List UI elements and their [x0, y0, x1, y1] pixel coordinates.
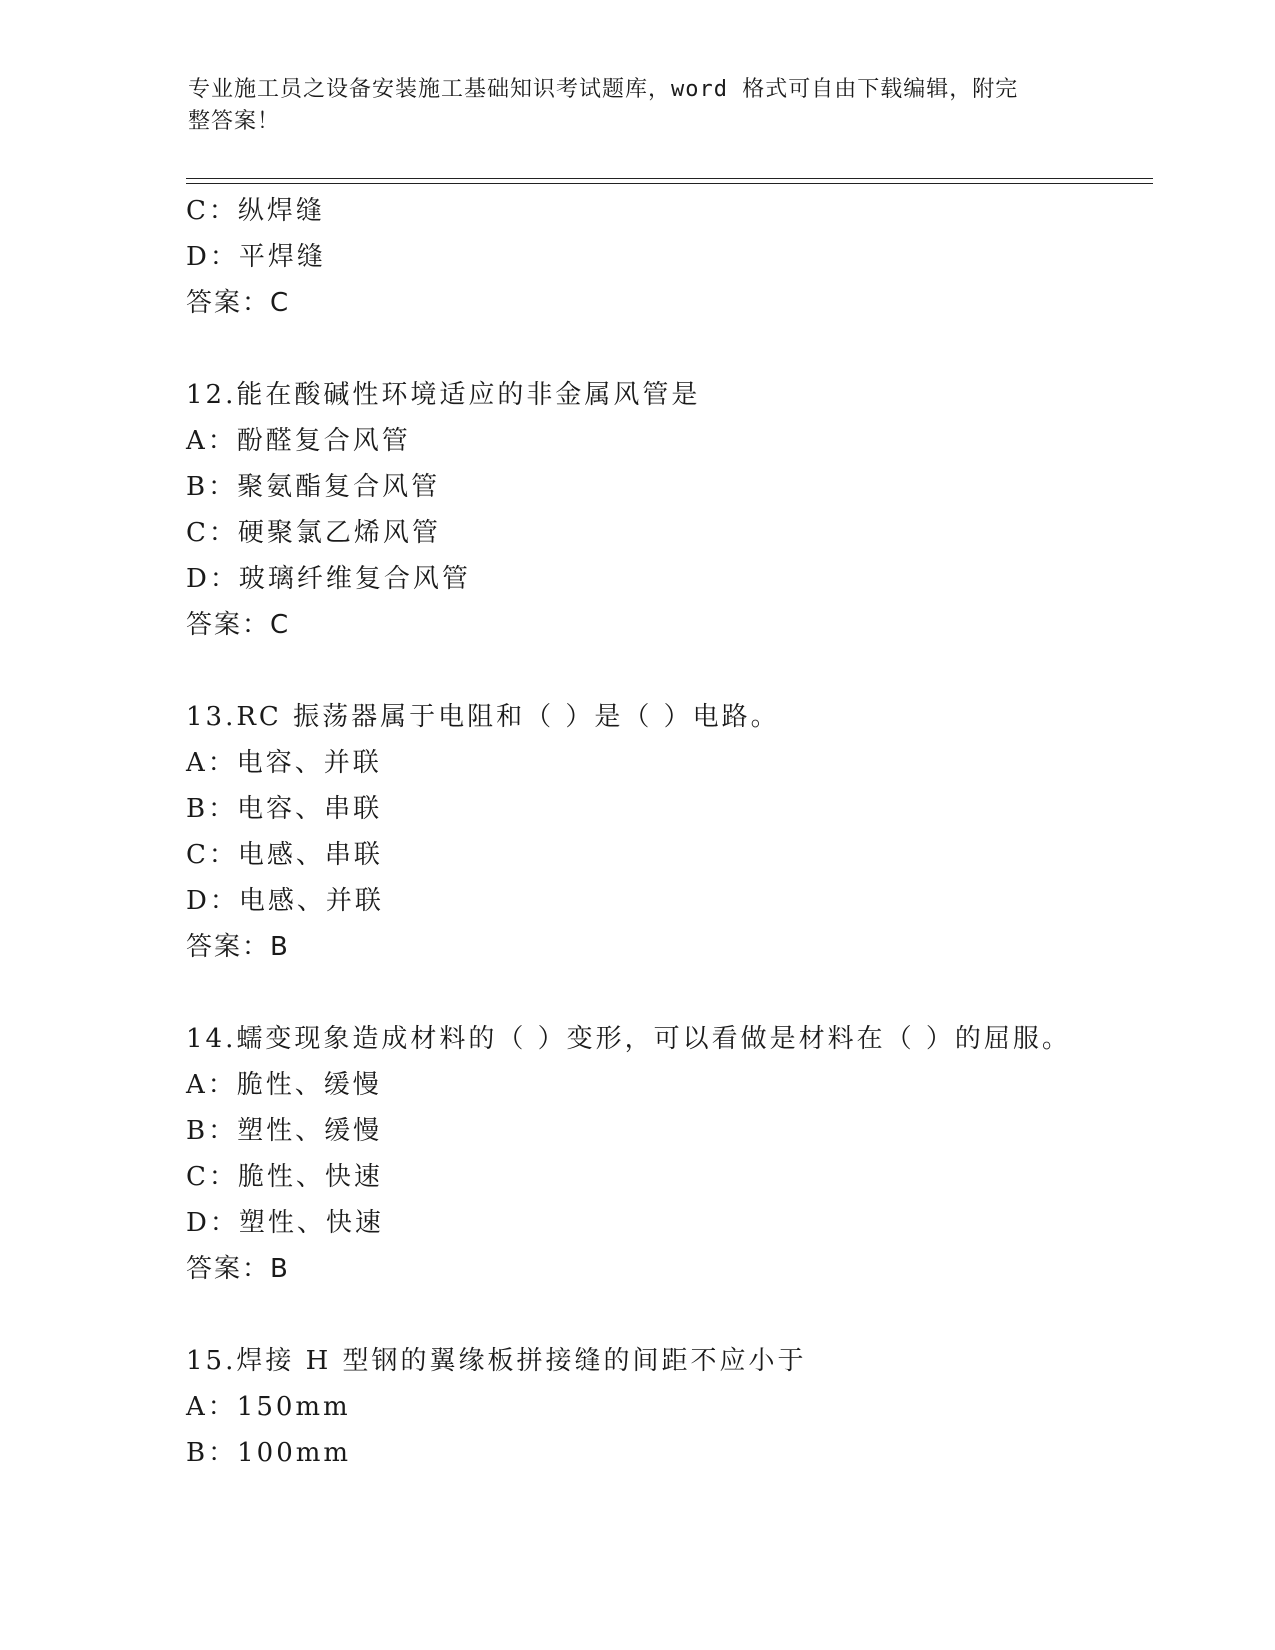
- option-b: B：塑性、缓慢: [186, 1116, 383, 1146]
- option-c: C：硬聚氯乙烯风管: [186, 518, 441, 548]
- spacer: [186, 1292, 1166, 1338]
- spacer: [186, 326, 1166, 372]
- question-list: [186, 188, 1166, 1476]
- header-line-2: 整答案！: [188, 109, 281, 134]
- option-b: B：100mm: [186, 1438, 352, 1468]
- option-d: D：电感、并联: [186, 886, 384, 916]
- option-c: C：电感、串联: [186, 840, 383, 870]
- option-a: A：150mm: [186, 1392, 351, 1422]
- document-header: [188, 74, 1078, 138]
- question-14: [186, 1016, 1166, 1292]
- question-stem: 15.焊接 H 型钢的翼缘板拼接缝的间距不应小于: [186, 1346, 807, 1376]
- question-stem: 12.能在酸碱性环境适应的非金属风管是: [186, 380, 701, 410]
- option-a: A：电容、并联: [186, 748, 382, 778]
- answer: 答案：C: [186, 610, 291, 640]
- header-divider-top: [186, 178, 1153, 179]
- question-15: [186, 1338, 1166, 1476]
- question-12: [186, 372, 1166, 648]
- spacer: [186, 648, 1166, 694]
- option-a: A：酚醛复合风管: [186, 426, 411, 456]
- answer: 答案：C: [186, 288, 291, 318]
- option-b: B：聚氨酯复合风管: [186, 472, 441, 502]
- header-line-1: 专业施工员之设备安装施工基础知识考试题库，word 格式可自由下载编辑，附完: [188, 77, 1019, 102]
- option-b: B：电容、串联: [186, 794, 383, 824]
- option-a: A：脆性、缓慢: [186, 1070, 382, 1100]
- option-c: C：纵焊缝: [186, 196, 325, 226]
- option-c: C：脆性、快速: [186, 1162, 383, 1192]
- carryover-block: [186, 188, 1166, 326]
- header-divider-bottom: [186, 183, 1153, 184]
- question-stem: 13.RC 振荡器属于电阻和（ ）是（ ）电路。: [186, 702, 780, 732]
- option-d: D：塑性、快速: [186, 1208, 384, 1238]
- spacer: [186, 970, 1166, 1016]
- answer: 答案：B: [186, 932, 290, 962]
- question-stem: 14.蠕变现象造成材料的（ ）变形，可以看做是材料在（ ）的屈服。: [186, 1024, 1071, 1054]
- option-d: D：平焊缝: [186, 242, 326, 272]
- answer: 答案：B: [186, 1254, 290, 1284]
- question-13: [186, 694, 1166, 970]
- option-d: D：玻璃纤维复合风管: [186, 564, 471, 594]
